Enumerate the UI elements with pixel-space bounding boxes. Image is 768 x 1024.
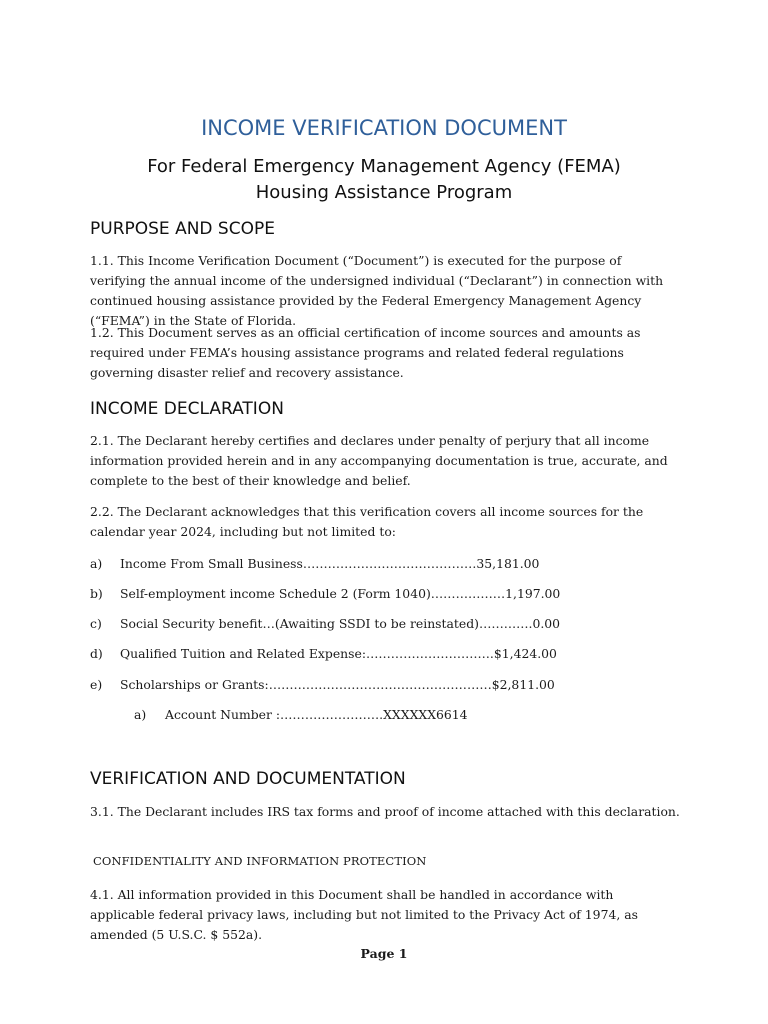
account-number-text: Account Number :…………………….XXXXXX6614: [165, 707, 468, 722]
list-item-text: Income From Small Business……………………………………35,181.00: [120, 556, 540, 571]
heading-income-declaration: INCOME DECLARATION: [90, 399, 284, 419]
heading-confidentiality: CONFIDENTIALITY AND INFORMATION PROTECTION: [93, 854, 427, 868]
document-subtitle: For Federal Emergency Management Agency (FEMA) Housing Assistance Program: [147, 156, 621, 203]
list-item: [90, 675, 555, 695]
list-item-text: Social Security benefit…(Awaiting SSDI to be reinstated)………….0.00: [120, 616, 561, 631]
list-item: [90, 554, 539, 574]
list-item-text: Scholarships or Grants:………………………………………………$2,811.00: [120, 677, 555, 692]
paragraph-2-2: 2.2. The Declarant acknowledges that this verification covers all income sources for the calendar year 2024, including but not limited to:: [90, 504, 644, 539]
paragraph-1-1: 1.1. This Income Verification Document (“Document”) is executed for the purpose of verifying the annual income of the undersigned individual (“Declarant”) in connection with continued housing assistance provided by the Federal Emergency Management Agency (“FEMA”) in the State of Florida.: [90, 253, 664, 328]
page-number: Page 1: [360, 946, 408, 961]
heading-purpose-scope: PURPOSE AND SCOPE: [90, 219, 275, 239]
paragraph-2-1: 2.1. The Declarant hereby certifies and declares under penalty of perjury that all income information provided herein and in any accompanying documentation is true, accurate, and complete to the best of their knowledge and belief.: [90, 433, 668, 488]
list-item-text: Self-employment income Schedule 2 (Form 1040)………………1,197.00: [120, 586, 561, 601]
paragraph-4-1: 4.1. All information provided in this Document shall be handled in accordance with applicable federal privacy laws, including but not limited to the Privacy Act of 1974, as amended (5 U.S.C. $ 552a).: [90, 887, 638, 942]
list-item: [90, 644, 557, 664]
list-marker: a): [90, 556, 103, 571]
list-item: [90, 584, 560, 604]
list-marker: e): [90, 677, 103, 692]
list-item: [90, 614, 560, 634]
sub-list-item: [134, 705, 468, 725]
list-marker: b): [90, 586, 103, 601]
list-marker: d): [90, 646, 103, 661]
list-item-text: Qualified Tuition and Related Expense:………………………….$1,424.00: [120, 646, 557, 661]
list-marker: a): [134, 707, 147, 722]
paragraph-3-1: 3.1. The Declarant includes IRS tax forms and proof of income attached with this declaration.: [90, 804, 680, 819]
list-marker: c): [90, 616, 102, 631]
heading-verification-documentation: VERIFICATION AND DOCUMENTATION: [90, 769, 406, 789]
document-title: INCOME VERIFICATION DOCUMENT: [201, 116, 567, 140]
paragraph-1-2: 1.2. This Document serves as an official certification of income sources and amounts as required under FEMA’s housing assistance programs and related federal regulations governing disaster relief and recovery assistance.: [90, 325, 641, 380]
